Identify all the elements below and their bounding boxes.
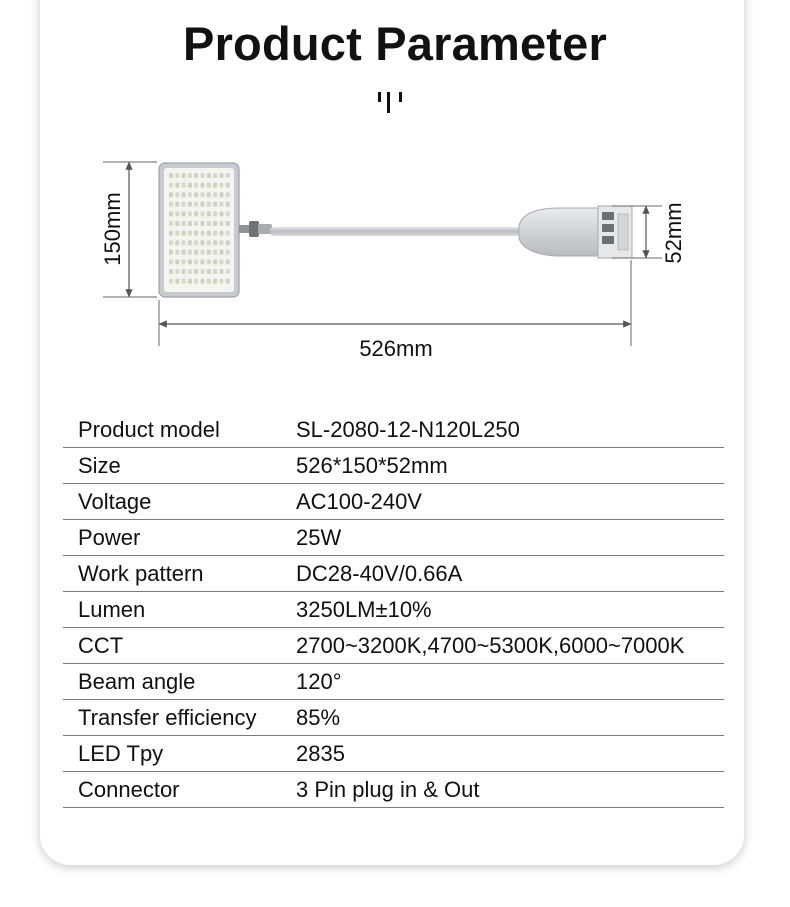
spec-label: CCT (63, 628, 296, 664)
led-chip (188, 250, 192, 255)
page-title: Product Parameter (183, 17, 607, 70)
led-chip (194, 183, 198, 188)
led-chip (169, 231, 173, 236)
led-chip (182, 240, 186, 245)
led-chip (175, 231, 179, 236)
spec-value: SL-2080-12-N120L250 (296, 412, 724, 448)
led-chip (219, 211, 223, 216)
led-chip (175, 183, 179, 188)
led-chip (207, 183, 211, 188)
led-chip (194, 250, 198, 255)
led-chip (188, 240, 192, 245)
led-chip (201, 231, 205, 236)
led-chip (169, 240, 173, 245)
led-chip (194, 259, 198, 264)
led-chip (219, 231, 223, 236)
led-chip (182, 279, 186, 284)
spec-value: AC100-240V (296, 484, 724, 520)
led-chip (226, 202, 230, 207)
led-chip (175, 250, 179, 255)
led-chip (182, 211, 186, 216)
led-chip (207, 240, 211, 245)
led-chip (219, 240, 223, 245)
led-chip (226, 173, 230, 178)
spec-label: Beam angle (63, 664, 296, 700)
spec-label: Lumen (63, 592, 296, 628)
spec-label: Transfer efficiency (63, 700, 296, 736)
spec-label: Work pattern (63, 556, 296, 592)
length-dimension-label: 526mm (359, 336, 433, 361)
spec-row (63, 520, 724, 556)
led-chip (226, 183, 230, 188)
led-chip (169, 202, 173, 207)
led-chip (194, 269, 198, 274)
spec-value: 526*150*52mm (296, 448, 724, 484)
lamp-panel (159, 163, 239, 297)
lamp-base (519, 206, 632, 258)
led-chip (194, 231, 198, 236)
lamp-arm (270, 227, 524, 236)
led-chip (175, 240, 179, 245)
led-chip (175, 173, 179, 178)
led-chip (169, 250, 173, 255)
led-chip (169, 183, 173, 188)
led-chip (219, 269, 223, 274)
led-chip (213, 231, 217, 236)
spec-value: 25W (296, 520, 724, 556)
led-chip (207, 250, 211, 255)
led-chip (219, 221, 223, 226)
title-decoration-icon (376, 90, 406, 114)
led-chip (213, 240, 217, 245)
depth-dimension-label: 52mm (661, 202, 686, 264)
spec-row (63, 448, 724, 484)
led-chip (226, 250, 230, 255)
led-chip (188, 211, 192, 216)
spec-value: 120° (296, 664, 724, 700)
led-chip (194, 173, 198, 178)
led-chip (201, 269, 205, 274)
spec-row (63, 664, 724, 700)
led-chip (207, 173, 211, 178)
led-chip (194, 192, 198, 197)
lamp-joint (239, 221, 272, 237)
spec-label: Size (63, 448, 296, 484)
led-chip (188, 202, 192, 207)
led-chip (169, 259, 173, 264)
led-chip (169, 279, 173, 284)
led-chip (188, 183, 192, 188)
spec-value: 2700~3200K,4700~5300K,6000~7000K (296, 628, 724, 664)
led-chip (219, 183, 223, 188)
led-chip (175, 221, 179, 226)
led-chip (194, 202, 198, 207)
spec-value: 85% (296, 700, 724, 736)
led-chip (201, 183, 205, 188)
spec-label: Product model (63, 412, 296, 448)
led-chip (201, 173, 205, 178)
led-chip (213, 183, 217, 188)
led-chip (226, 231, 230, 236)
led-chip (188, 231, 192, 236)
led-chip (207, 192, 211, 197)
led-chip (194, 240, 198, 245)
led-chip (207, 269, 211, 274)
led-chip (182, 173, 186, 178)
spec-row (63, 484, 724, 520)
led-chip (182, 202, 186, 207)
led-chip (201, 279, 205, 284)
led-chip (213, 250, 217, 255)
spec-row (63, 628, 724, 664)
led-chip (226, 269, 230, 274)
led-chip (213, 259, 217, 264)
led-chip (188, 269, 192, 274)
led-chip (213, 221, 217, 226)
led-chip (169, 173, 173, 178)
led-chip (207, 279, 211, 284)
led-chip (207, 221, 211, 226)
led-chip (207, 259, 211, 264)
spec-value: 3250LM±10% (296, 592, 724, 628)
led-chip (226, 192, 230, 197)
led-chip (226, 279, 230, 284)
led-chip (201, 211, 205, 216)
led-chip (175, 269, 179, 274)
spec-row (63, 592, 724, 628)
spec-value: 2835 (296, 736, 724, 772)
led-chip (182, 231, 186, 236)
spec-label: Connector (63, 772, 296, 808)
led-chip (207, 231, 211, 236)
led-chip (207, 211, 211, 216)
led-chip (201, 240, 205, 245)
led-chip (182, 250, 186, 255)
led-chip (213, 279, 217, 284)
led-chip (175, 192, 179, 197)
led-chip (194, 211, 198, 216)
led-chip (169, 192, 173, 197)
led-chip (201, 221, 205, 226)
spec-value: 3 Pin plug in & Out (296, 772, 724, 808)
led-chip (226, 211, 230, 216)
led-chip (201, 250, 205, 255)
led-chip (226, 221, 230, 226)
led-chip (188, 173, 192, 178)
led-chip (169, 269, 173, 274)
led-chip (194, 221, 198, 226)
led-chip (213, 202, 217, 207)
led-chip (194, 279, 198, 284)
led-chip (175, 259, 179, 264)
spec-value: DC28-40V/0.66A (296, 556, 724, 592)
led-chip (182, 221, 186, 226)
led-chip (226, 240, 230, 245)
led-chip (213, 173, 217, 178)
led-chip (201, 192, 205, 197)
led-chip (182, 183, 186, 188)
led-chip (201, 259, 205, 264)
led-chip (213, 269, 217, 274)
led-chip (188, 192, 192, 197)
led-chip (188, 259, 192, 264)
spec-row (63, 700, 724, 736)
led-chip (175, 211, 179, 216)
led-chip (175, 279, 179, 284)
led-chip (182, 192, 186, 197)
spec-label: LED Tpy (63, 736, 296, 772)
spec-label: Voltage (63, 484, 296, 520)
spec-row (63, 736, 724, 772)
spec-row (63, 412, 724, 448)
led-chip (182, 269, 186, 274)
led-chip (219, 279, 223, 284)
led-chip (188, 279, 192, 284)
led-chip (207, 202, 211, 207)
led-chip (175, 202, 179, 207)
led-chip (219, 202, 223, 207)
led-chip (219, 259, 223, 264)
height-dimension-label: 150mm (100, 192, 125, 266)
led-chip (219, 173, 223, 178)
led-chip (226, 259, 230, 264)
led-chip (188, 221, 192, 226)
led-chip (169, 211, 173, 216)
led-chip (169, 221, 173, 226)
led-chip (213, 211, 217, 216)
spec-row (63, 772, 724, 808)
spec-row (63, 556, 724, 592)
led-chip (213, 192, 217, 197)
spec-table (63, 412, 724, 808)
led-chip (219, 250, 223, 255)
led-chip (219, 192, 223, 197)
spec-label: Power (63, 520, 296, 556)
led-chip (201, 202, 205, 207)
led-chip (182, 259, 186, 264)
